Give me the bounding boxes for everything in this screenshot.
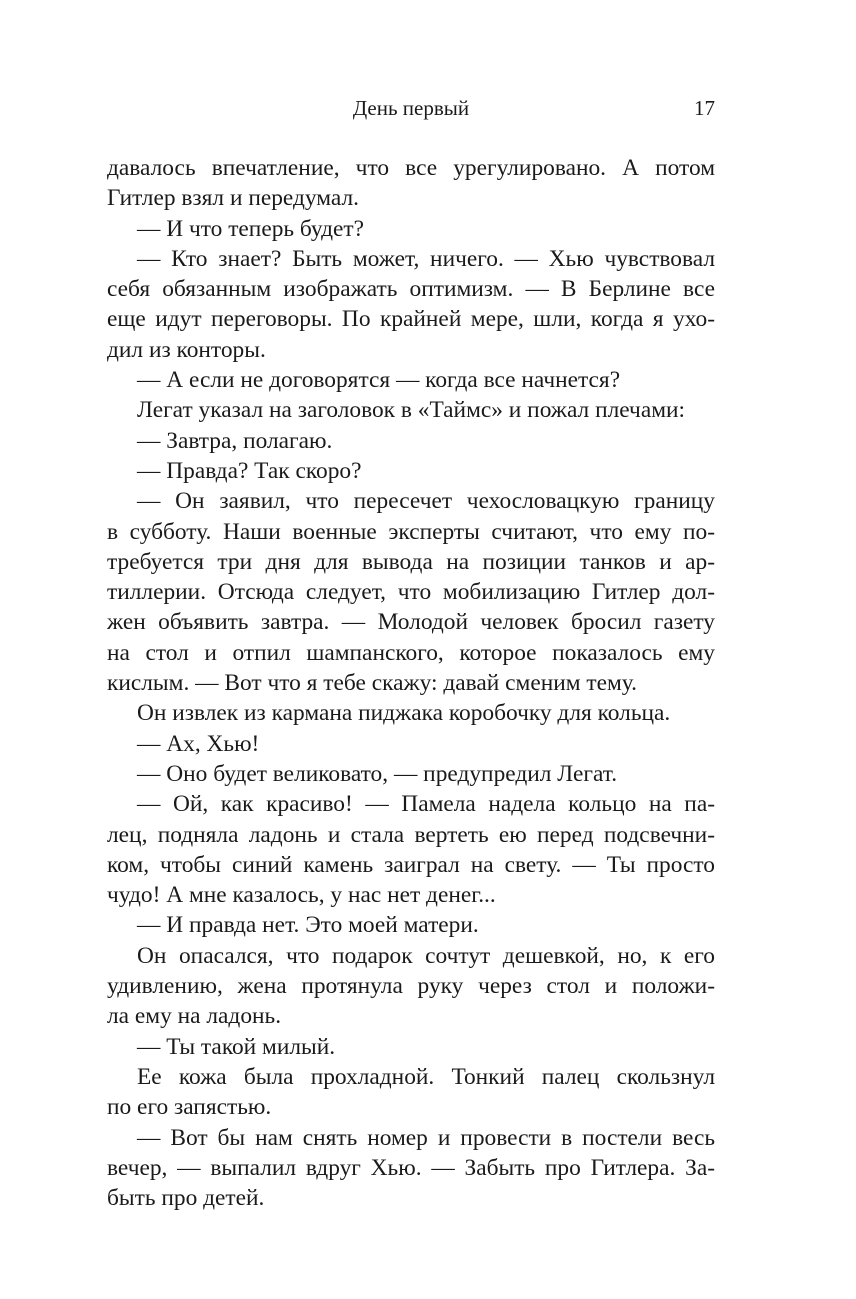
text-line: — Оно будет великовато, — предупредил Легат. xyxy=(137,760,618,787)
text-line: — Ах, Хью! xyxy=(137,730,260,757)
text-line: по его запястью. xyxy=(107,1094,272,1121)
text-line: — А если не договорятся — когда все начнется? xyxy=(137,367,621,394)
page-number: 17 xyxy=(694,96,715,120)
text-line: требуется три дня для вывода на позиции танков и ар- xyxy=(107,548,715,575)
text-line: себя обязанным изображать оптимизм. — В Берлине все xyxy=(107,276,715,303)
text-line: Гитлер взял и передумал. xyxy=(107,185,360,212)
text-line: Легат указал на заголовок в «Таймс» и пожал плечами: xyxy=(137,397,686,424)
text-line: жен объявить завтра. — Молодой человек бросил газету xyxy=(107,609,715,636)
text-line: кислым. — Вот что я тебе скажу: давай сменим тему. xyxy=(107,670,637,697)
text-line: тиллерии. Отсюда следует, что мобилизацию Гитлер дол- xyxy=(107,579,715,606)
text-line: — Ой, как красиво! — Памела надела кольцо на па- xyxy=(137,791,715,818)
text-line: — Правда? Так скоро? xyxy=(137,457,362,484)
text-line: чудо! А мне казалось, у нас нет денег... xyxy=(107,882,496,909)
text-line: лец, подняла ладонь и стала вертеть ею перед подсвечни- xyxy=(107,821,715,848)
text-line: Он опасался, что подарок сочтут дешевкой, но, к его xyxy=(137,942,715,969)
text-line: — И что теперь будет? xyxy=(137,215,365,242)
body-text xyxy=(107,153,715,1213)
text-line: еще идут переговоры. По крайней мере, шли, когда я ухо- xyxy=(107,306,715,333)
text-line: Ее кожа была прохладной. Тонкий палец скользнул xyxy=(137,1063,715,1090)
text-line: — И правда нет. Это моей матери. xyxy=(137,912,479,939)
text-line: — Ты такой милый. xyxy=(137,1033,336,1060)
text-line: удивлению, жена протянула руку через стол и положи- xyxy=(107,973,715,1000)
text-line: — Кто знает? Быть может, ничего. — Хью чувствовал xyxy=(137,245,715,272)
text-line: на стол и отпил шампанского, которое показалось ему xyxy=(107,639,715,666)
text-line: — Вот бы нам снять номер и провести в постели весь xyxy=(137,1124,715,1151)
text-line: ла ему на ладонь. xyxy=(107,1003,282,1030)
text-line: вечер, — выпалил вдруг Хью. — Забыть про Гитлера. За- xyxy=(107,1154,715,1181)
text-line: давалось впечатление, что все урегулировано. А потом xyxy=(107,155,715,181)
running-header xyxy=(107,92,715,124)
text-line: в субботу. Наши военные эксперты считают, что ему по- xyxy=(107,518,715,545)
text-line: Он извлек из кармана пиджака коробочку для кольца. xyxy=(137,700,671,727)
text-line: ком, чтобы синий камень заиграл на свету. — Ты просто xyxy=(107,851,715,878)
text-line: — Он заявил, что пересечет чехословацкую границу xyxy=(137,488,715,515)
text-line: быть про детей. xyxy=(107,1185,265,1212)
text-line: дил из конторы. xyxy=(107,336,266,363)
text-line: — Завтра, полагаю. xyxy=(137,427,333,454)
running-title: День первый xyxy=(352,96,470,120)
